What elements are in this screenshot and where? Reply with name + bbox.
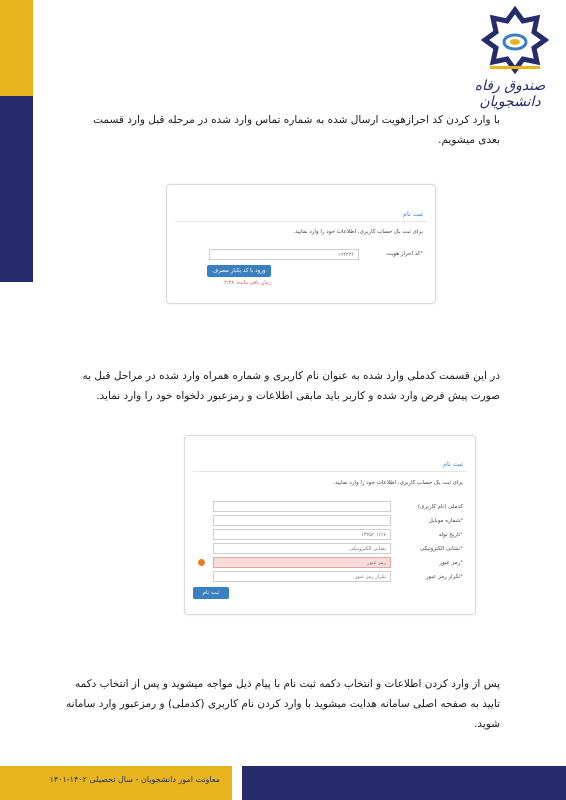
form-info-text: برای ثبت یک حساب کاربری، اطلاعات خود را وارد نمایید.	[293, 229, 423, 235]
birthdate-label: *تاریخ تولد	[438, 532, 463, 538]
footer-navy-bar	[242, 766, 566, 800]
left-navy-bar	[0, 96, 33, 282]
register-button[interactable]: ثبت نام	[193, 587, 229, 599]
birthdate-input[interactable]: ۱۳۷۵/۰۱/۱۷	[213, 529, 391, 540]
password-label: *رمز عبور	[439, 560, 463, 566]
divider	[193, 471, 467, 472]
mobile-input[interactable]	[213, 515, 391, 526]
footer-gap	[232, 766, 242, 800]
mobile-label: *شماره موبایل	[428, 518, 463, 524]
paragraph-auth-code: با وارد کردن کد احرازهویت ارسال شده به شماره تماس وارد شده در مرحله قبل وارد قسمت بعدی میشویم.	[93, 114, 500, 146]
one-time-login-button[interactable]: ورود با کد یکبار مصرف	[207, 265, 271, 277]
paragraph-registration: در این قسمت کدملی وارد شده به عنوان نام کاربری و شماره همراه وارد شده در مراحل قبل به صورت پیش فرض وارد شده و کاربر باید مابقی اطلاعات و رمزعبور دلخواه خود را وارد نماید.	[82, 370, 500, 402]
divider	[175, 221, 427, 222]
timer-text: زمان باقی مانده: ۰۲:۳۸	[221, 280, 271, 286]
password-repeat-label: *تکرار رمز عبور	[425, 574, 463, 580]
form-title: ثبت نام	[442, 460, 463, 468]
paragraph-after-registration: پس از وارد کردن اطلاعات و انتخاب دکمه ثبت نام با پیام ذیل مواجه میشوید و پس از انتخاب دکمه تایید به صفحه اصلی سامانه هدایت میشوید با وارد کردن نام کاربری (کدملی) و رمزعبور وارد سامانه شوید.	[66, 678, 500, 730]
auth-code-input[interactable]: ۱۹۴۲۳۶	[209, 249, 359, 260]
form-info-text: برای ثبت یک حساب کاربری، اطلاعات خود را وارد نمایید.	[333, 480, 463, 486]
logo-wordmark: صندوق رفاه دانشجویان	[474, 78, 546, 110]
email-label: *نشانی الکترونیکی	[419, 546, 463, 552]
left-gold-bar	[0, 0, 33, 96]
footer-text: معاونت امور دانشجویان - سال تحصیلی ۱۴۰۲-۱۴۰۱	[49, 775, 220, 784]
warning-icon	[198, 559, 205, 566]
screenshot-auth-code-form	[166, 184, 436, 304]
password-repeat-input[interactable]: تکرار رمز عبور	[213, 571, 391, 582]
auth-code-label: *کد احراز هویت	[386, 251, 423, 257]
form-title: ثبت نام	[402, 210, 423, 218]
password-input[interactable]: رمز عبور	[213, 557, 391, 568]
screenshot-registration-form	[184, 435, 476, 615]
email-input[interactable]: نشانی الکترونیکی	[213, 543, 391, 554]
national-id-input[interactable]	[213, 501, 391, 512]
national-id-label: کدملی (نام کاربری)	[417, 504, 463, 510]
